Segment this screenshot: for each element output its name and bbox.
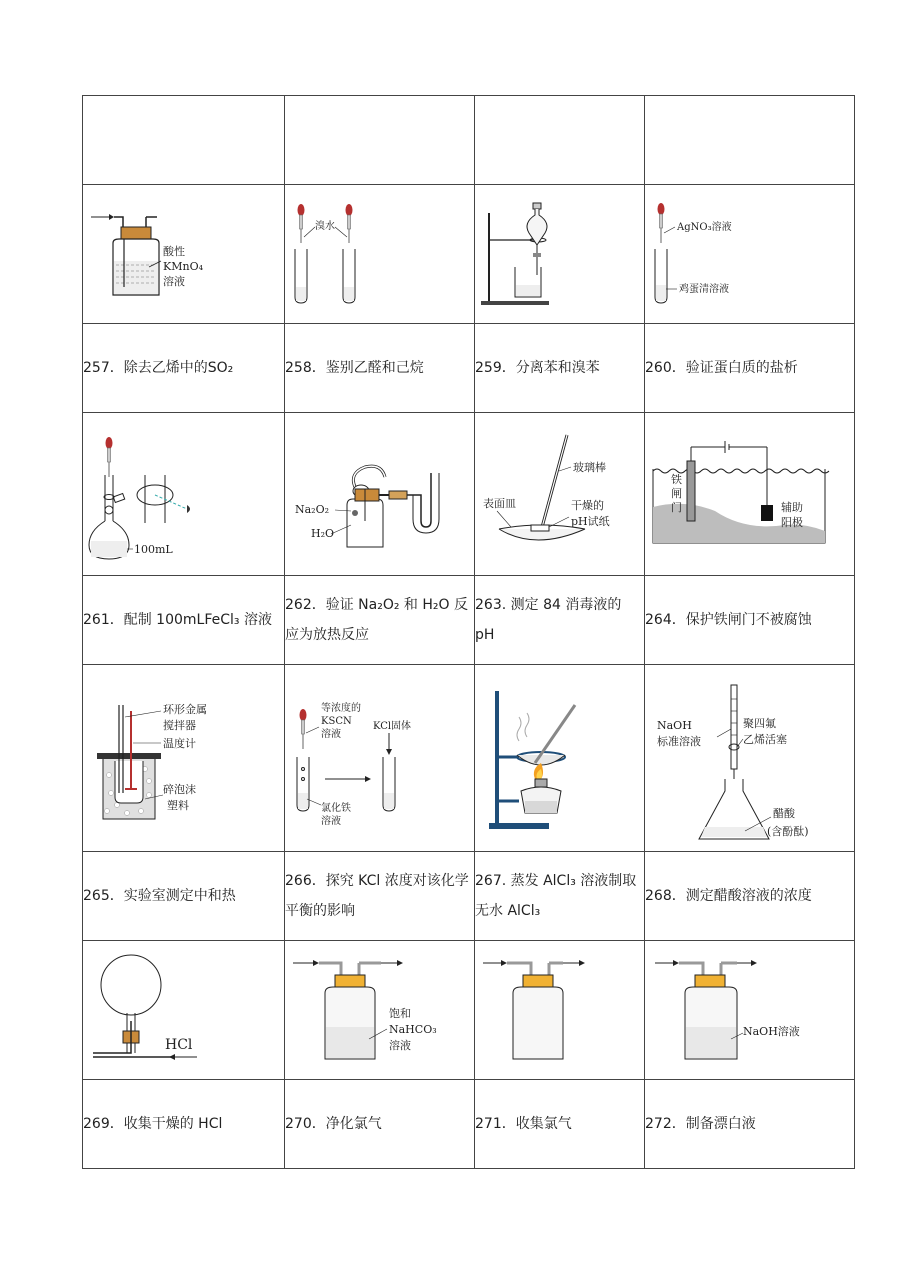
caption-262: 262．验证 Na₂O₂ 和 H₂O 反应为放热反应: [285, 576, 475, 665]
label-thermometer: 温度计: [163, 737, 196, 750]
label-ferric-solution: 溶液: [321, 816, 341, 827]
caption-260: 260．验证蛋白质的盐析: [645, 324, 855, 413]
label-saturated: 饱和: [389, 1007, 411, 1020]
label-egg-white: 鸡蛋清溶液: [679, 284, 729, 295]
label-glass-rod: 玻璃棒: [573, 461, 606, 474]
caption-row: [83, 1080, 855, 1169]
caption-263: 263. 测定 84 消毒液的 pH: [475, 576, 645, 665]
figure-270-purify-chlorine: [285, 941, 475, 1080]
label-stopcock: 乙烯活塞: [743, 733, 787, 746]
caption-row: [83, 324, 855, 413]
caption-258: 258．鉴别乙醛和己烷: [285, 324, 475, 413]
label-equal-conc: 等浓度的: [321, 703, 361, 714]
label-naoh-solution: NaOH溶液: [743, 1025, 800, 1038]
figure-269-collect-hcl: [83, 941, 285, 1080]
figure-272-bleach-prep: [645, 941, 855, 1080]
figure-258-test-tubes: [285, 185, 475, 324]
label-100ml: 100mL: [134, 543, 173, 556]
label-auxiliary: 辅助: [781, 501, 803, 514]
label-na2o2: Na₂O₂: [295, 503, 330, 516]
figure-267-evaporation: [475, 665, 645, 852]
figure-259-separatory-funnel: [475, 185, 645, 324]
caption-257: 257．除去乙烯中的SO₂: [83, 324, 285, 413]
label-phenolphthalein: (含酚酞): [767, 825, 809, 838]
figure-257-gas-washing-bottle: [83, 185, 285, 324]
figure-row: [83, 413, 855, 576]
blank-cell: [83, 96, 285, 185]
caption-261: 261．配制 100mLFeCl₃ 溶液: [83, 576, 285, 665]
label-foam: 碎泡沫: [163, 783, 196, 796]
label-standard-solution: 标准溶液: [657, 735, 701, 748]
figure-271-collect-chlorine: [475, 941, 645, 1080]
caption-269: 269．收集干燥的 HCl: [83, 1080, 285, 1169]
label-ring-metal: 环形金属: [163, 703, 207, 716]
label-ptfe: 聚四氟: [743, 717, 776, 730]
caption-266: 266．探究 KCl 浓度对该化学平衡的影响: [285, 852, 475, 941]
caption-267: 267. 蒸发 AlCl₃ 溶液制取无水 AlCl₃: [475, 852, 645, 941]
label-stirrer: 搅拌器: [163, 719, 196, 732]
label-plastic: 塑料: [167, 799, 189, 812]
label-watch-glass: 表面皿: [483, 497, 516, 510]
blank-cell: [475, 96, 645, 185]
label-iron: 铁: [671, 473, 682, 486]
figure-265-calorimeter: [83, 665, 285, 852]
figure-261-volumetric-flask: [83, 413, 285, 576]
label-anode: 阳极: [781, 516, 803, 529]
label-kcl-solid: KCl固体: [373, 721, 412, 732]
label-door: 门: [671, 501, 682, 514]
caption-272: 272．制备漂白液: [645, 1080, 855, 1169]
caption-268: 268．测定醋酸溶液的浓度: [645, 852, 855, 941]
label-agno3: AgNO₃溶液: [677, 222, 732, 233]
figure-266-kscn-equilibrium: [285, 665, 475, 852]
figure-row: [83, 665, 855, 852]
figure-262-na2o2-reaction: [285, 413, 475, 576]
figure-264-iron-gate: [645, 413, 855, 576]
blank-row: [83, 96, 855, 185]
label-nahco3-solution: 溶液: [389, 1039, 411, 1052]
label-ph-paper: pH试纸: [571, 515, 610, 528]
label-naoh: NaOH: [657, 719, 692, 732]
label-acetic-acid: 醋酸: [773, 807, 795, 820]
caption-row: [83, 576, 855, 665]
figure-268-titration: [645, 665, 855, 852]
figure-row: [83, 941, 855, 1080]
label-acidic: 酸性: [163, 245, 185, 258]
label-h2o: H₂O: [311, 527, 335, 540]
label-ferric-chloride: 氯化铁: [321, 803, 351, 814]
caption-271: 271．收集氯气: [475, 1080, 645, 1169]
label-solution: 溶液: [163, 275, 185, 288]
label-hcl: HCl: [165, 1037, 193, 1053]
figure-260-protein-salting: [645, 185, 855, 324]
figure-263-ph-test: [475, 413, 645, 576]
label-gate: 闸: [671, 487, 682, 500]
blank-cell: [645, 96, 855, 185]
label-kmno4: KMnO₄: [163, 260, 203, 273]
blank-cell: [285, 96, 475, 185]
label-nahco3: NaHCO₃: [389, 1023, 437, 1036]
caption-264: 264．保护铁闸门不被腐蚀: [645, 576, 855, 665]
label-kscn: KSCN: [321, 716, 352, 727]
caption-270: 270．净化氯气: [285, 1080, 475, 1169]
experiment-table: [82, 95, 855, 1169]
caption-row: [83, 852, 855, 941]
caption-265: 265．实验室测定中和热: [83, 852, 285, 941]
label-bromine-water: 溴水: [315, 221, 335, 232]
label-kscn-solution: 溶液: [321, 729, 341, 740]
figure-row: [83, 185, 855, 324]
caption-259: 259．分离苯和溴苯: [475, 324, 645, 413]
label-dry: 干燥的: [571, 499, 604, 512]
